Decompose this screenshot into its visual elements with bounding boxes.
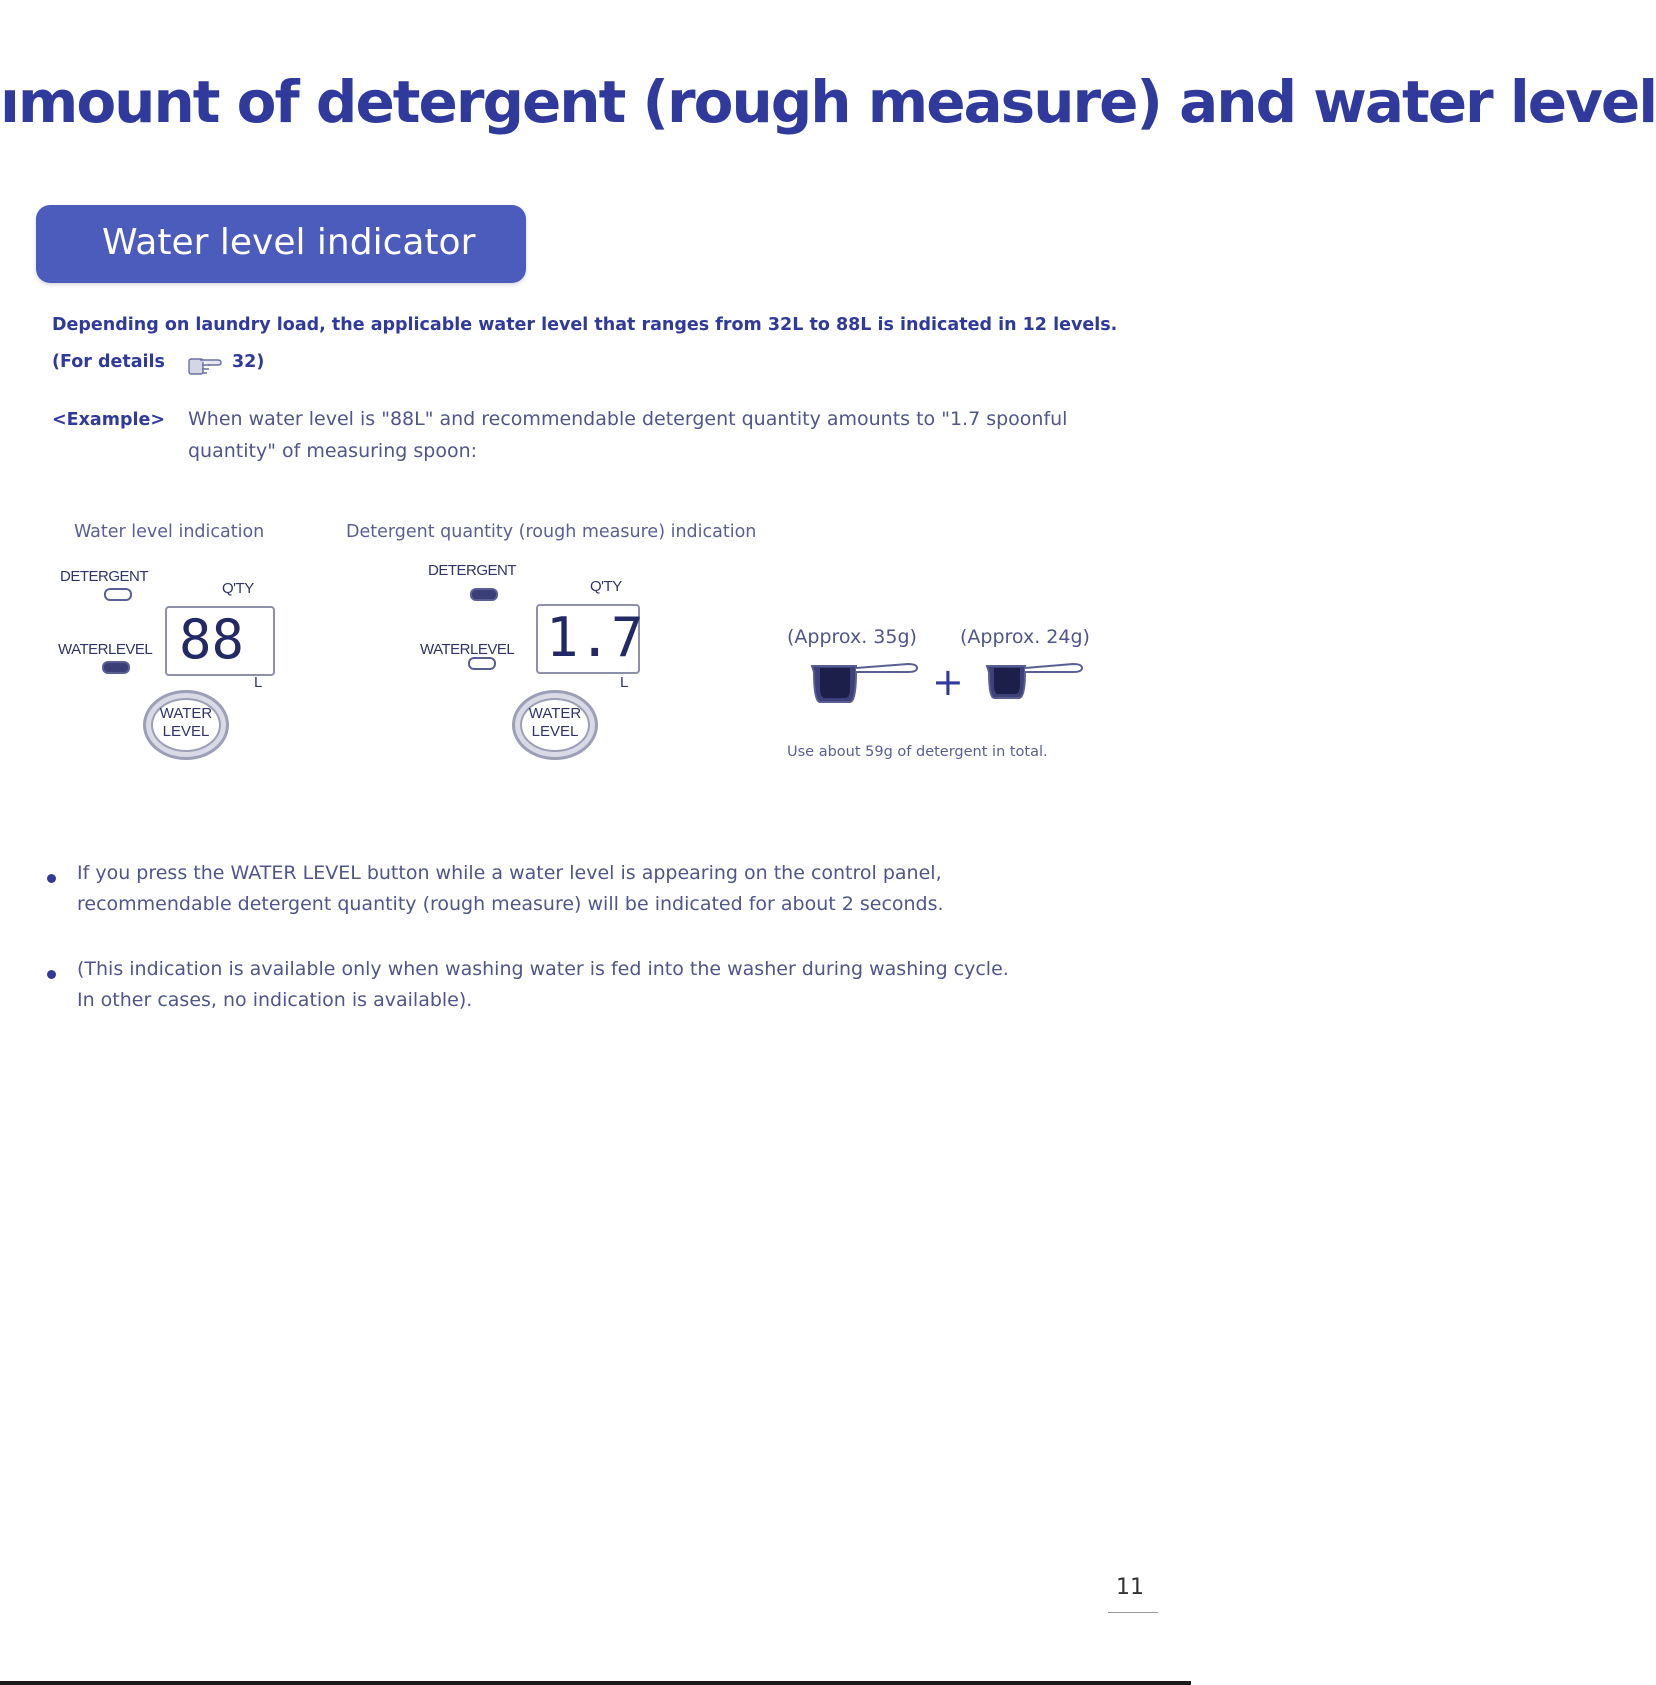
button-line-2: LEVEL	[162, 723, 210, 740]
water-level-panel	[58, 568, 308, 778]
example-line-1: When water level is "88L" and recommendable detergent quantity amounts to "1.7 spoonful	[188, 408, 1068, 430]
bullet-1-line-1: If you press the WATER LEVEL button while a water level is appearing on the control panel,	[77, 862, 942, 884]
waterlevel-label: WATERLEVEL	[58, 641, 153, 658]
page-title: ımount of detergent (rough measure) and water level	[0, 68, 1656, 136]
bullet-1-line-2: recommendable detergent quantity (rough measure) will be indicated for about 2 seconds.	[77, 893, 944, 915]
lcd-display-value: 88	[179, 608, 245, 671]
left-spoon-label: (Approx. 35g)	[787, 626, 917, 648]
button-line-1: WATER	[159, 705, 213, 722]
qty-label: Q'TY	[590, 578, 622, 595]
section-header-text: Water level indicator	[102, 222, 476, 263]
detergent-indicator-led	[470, 588, 498, 601]
example-line-2: quantity" of measuring spoon:	[188, 440, 478, 462]
example-label: <Example>	[52, 410, 166, 430]
lcd-display	[165, 606, 275, 676]
bullet-dot	[47, 970, 56, 979]
button-line-2: LEVEL	[531, 723, 579, 740]
unit-label: L	[620, 674, 628, 691]
bullet-2-line-1: (This indication is available only when washing water is fed into the washer during washing cycle.	[77, 958, 1009, 980]
right-spoon-label: (Approx. 24g)	[960, 626, 1090, 648]
plus-sign: +	[932, 660, 964, 704]
water-level-caption: Water level indication	[74, 522, 265, 542]
waterlevel-indicator-led	[102, 661, 130, 674]
total-detergent-note: Use about 59g of detergent in total.	[787, 744, 1048, 760]
waterlevel-indicator-led	[468, 657, 496, 670]
pointing-hand-icon	[188, 354, 222, 376]
section-header	[36, 205, 526, 283]
measuring-spoon-icon	[810, 660, 920, 710]
unit-label: L	[254, 674, 262, 691]
page-number: 11	[1116, 1575, 1144, 1600]
detergent-panel	[420, 562, 670, 778]
detergent-label: DETERGENT	[60, 568, 149, 585]
details-label: (For details	[52, 352, 165, 372]
bullet-dot	[47, 874, 56, 883]
details-ref: 32)	[232, 352, 265, 372]
lcd-display	[536, 604, 644, 674]
water-level-button[interactable]	[143, 690, 229, 760]
lead-line: Depending on laundry load, the applicable water level that ranges from 32L to 88L is indicated in 12 levels.	[52, 315, 1118, 335]
button-line-1: WATER	[528, 705, 582, 722]
detergent-label: DETERGENT	[428, 562, 517, 579]
detergent-indicator-led	[104, 588, 132, 601]
bullet-2-line-2: In other cases, no indication is available).	[77, 989, 473, 1011]
measuring-spoon-icon	[985, 660, 1085, 706]
page-number-underline	[1108, 1612, 1158, 1613]
bottom-rule	[0, 1681, 1191, 1685]
detergent-caption: Detergent quantity (rough measure) indication	[346, 522, 757, 542]
water-level-button[interactable]	[512, 690, 598, 760]
lcd-display-value: 1.7	[546, 606, 644, 669]
waterlevel-label: WATERLEVEL	[420, 641, 515, 658]
qty-label: Q'TY	[222, 580, 254, 597]
